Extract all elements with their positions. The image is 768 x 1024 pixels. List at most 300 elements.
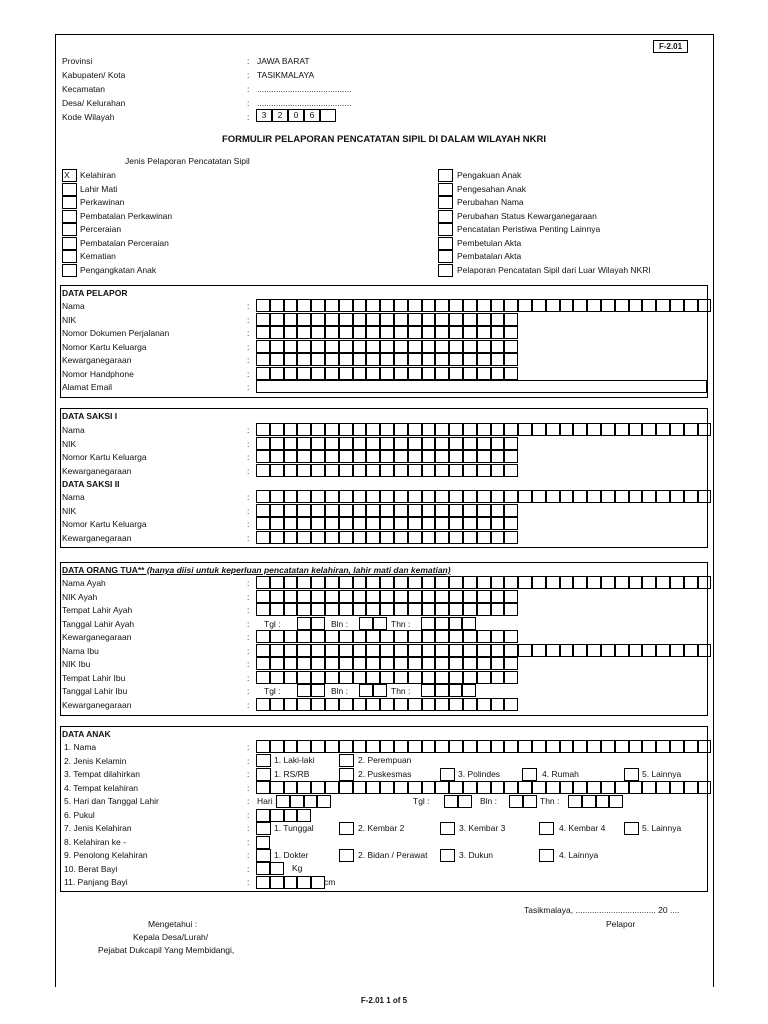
checkbox-right-5[interactable] <box>438 237 453 250</box>
field-cell[interactable] <box>477 781 491 794</box>
field-cell[interactable] <box>353 630 367 643</box>
field-cell[interactable] <box>504 326 518 339</box>
field-cell[interactable] <box>284 590 298 603</box>
nama-anak-cell[interactable] <box>560 740 574 753</box>
field-cell[interactable] <box>256 671 270 684</box>
field-cell[interactable] <box>284 464 298 477</box>
nama-cell[interactable] <box>366 299 380 312</box>
field-cell[interactable] <box>366 326 380 339</box>
field-cell[interactable] <box>491 576 505 589</box>
field-cell[interactable] <box>380 353 394 366</box>
field-cell[interactable] <box>422 657 436 670</box>
field-cell[interactable] <box>435 504 449 517</box>
checkbox[interactable] <box>256 849 271 862</box>
field-cell[interactable] <box>256 353 270 366</box>
field-cell[interactable] <box>311 590 325 603</box>
checkbox[interactable] <box>624 768 639 781</box>
field-cell[interactable] <box>256 313 270 326</box>
thn-cell[interactable] <box>421 684 435 697</box>
field-cell[interactable] <box>311 423 325 436</box>
field-cell[interactable] <box>560 644 574 657</box>
field-cell[interactable] <box>422 450 436 463</box>
nama-cell[interactable] <box>587 299 601 312</box>
field-cell[interactable] <box>463 313 477 326</box>
field-cell[interactable] <box>435 326 449 339</box>
field-cell[interactable] <box>435 657 449 670</box>
field-cell[interactable] <box>408 671 422 684</box>
field-cell[interactable] <box>449 490 463 503</box>
field-cell[interactable] <box>297 423 311 436</box>
field-cell[interactable] <box>422 464 436 477</box>
field-cell[interactable] <box>366 464 380 477</box>
field-cell[interactable] <box>394 464 408 477</box>
field-cell[interactable] <box>491 367 505 380</box>
field-cell[interactable] <box>463 657 477 670</box>
field-cell[interactable] <box>408 517 422 530</box>
nama-anak-cell[interactable] <box>615 740 629 753</box>
thn-cell[interactable] <box>435 617 449 630</box>
nama-anak-cell[interactable] <box>629 740 643 753</box>
field-cell[interactable] <box>353 437 367 450</box>
field-cell[interactable] <box>339 531 353 544</box>
nama-anak-cell[interactable] <box>573 740 587 753</box>
field-cell[interactable] <box>422 437 436 450</box>
field-cell[interactable] <box>284 781 298 794</box>
field-cell[interactable] <box>325 313 339 326</box>
field-cell[interactable] <box>366 340 380 353</box>
field-cell[interactable] <box>656 781 670 794</box>
field-cell[interactable] <box>297 671 311 684</box>
field-cell[interactable] <box>256 781 270 794</box>
field-cell[interactable] <box>366 576 380 589</box>
field-cell[interactable] <box>380 504 394 517</box>
nama-anak-cell[interactable] <box>270 740 284 753</box>
nama-anak-cell[interactable] <box>325 740 339 753</box>
field-cell[interactable] <box>297 340 311 353</box>
tgl-cell[interactable] <box>311 684 325 697</box>
field-cell[interactable] <box>642 781 656 794</box>
field-cell[interactable] <box>449 576 463 589</box>
field-cell[interactable] <box>311 326 325 339</box>
field-cell[interactable] <box>532 576 546 589</box>
field-cell[interactable] <box>339 490 353 503</box>
field-cell[interactable] <box>325 504 339 517</box>
field-cell[interactable] <box>504 313 518 326</box>
nama-cell[interactable] <box>642 299 656 312</box>
nama-cell[interactable] <box>325 299 339 312</box>
field-cell[interactable] <box>698 423 712 436</box>
field-cell[interactable] <box>284 326 298 339</box>
nama-anak-cell[interactable] <box>698 740 712 753</box>
field-cell[interactable] <box>587 644 601 657</box>
nama-anak-cell[interactable] <box>656 740 670 753</box>
field-cell[interactable] <box>284 423 298 436</box>
field-cell[interactable] <box>463 517 477 530</box>
field-cell[interactable] <box>353 576 367 589</box>
thn-cell[interactable] <box>449 617 463 630</box>
kode-wilayah-digit[interactable]: 3 <box>256 109 272 122</box>
nama-cell[interactable] <box>284 299 298 312</box>
checkbox-3[interactable] <box>62 210 77 223</box>
nama-cell[interactable] <box>449 299 463 312</box>
field-cell[interactable] <box>311 464 325 477</box>
field-cell[interactable] <box>325 603 339 616</box>
checkbox[interactable] <box>440 849 455 862</box>
thn-cell[interactable] <box>421 617 435 630</box>
nama-anak-cell[interactable] <box>380 740 394 753</box>
field-cell[interactable] <box>422 326 436 339</box>
tgl-cell[interactable] <box>311 617 325 630</box>
field-cell[interactable] <box>311 340 325 353</box>
nama-cell[interactable] <box>573 299 587 312</box>
field-cell[interactable] <box>380 781 394 794</box>
field-cell[interactable] <box>394 698 408 711</box>
field-cell[interactable] <box>311 517 325 530</box>
panjang-cell[interactable] <box>297 876 311 889</box>
field-cell[interactable] <box>670 423 684 436</box>
field-cell[interactable] <box>504 644 518 657</box>
field-cell[interactable] <box>656 423 670 436</box>
header-value[interactable]: JAWA BARAT <box>257 56 310 66</box>
nama-cell[interactable] <box>684 299 698 312</box>
field-cell[interactable] <box>408 464 422 477</box>
field-cell[interactable] <box>504 671 518 684</box>
field-cell[interactable] <box>491 464 505 477</box>
field-cell[interactable] <box>435 630 449 643</box>
field-cell[interactable] <box>311 490 325 503</box>
pukul-cell[interactable] <box>284 809 298 822</box>
berat-cell[interactable] <box>270 862 284 875</box>
field-cell[interactable] <box>422 367 436 380</box>
field-cell[interactable] <box>353 603 367 616</box>
field-cell[interactable] <box>353 644 367 657</box>
field-cell[interactable] <box>449 313 463 326</box>
tgl-cell[interactable] <box>444 795 458 808</box>
nama-anak-cell[interactable] <box>284 740 298 753</box>
field-cell[interactable] <box>435 367 449 380</box>
berat-cell[interactable] <box>256 862 270 875</box>
field-cell[interactable] <box>284 450 298 463</box>
field-cell[interactable] <box>270 698 284 711</box>
field-cell[interactable] <box>642 490 656 503</box>
field-cell[interactable] <box>325 531 339 544</box>
field-cell[interactable] <box>284 576 298 589</box>
field-cell[interactable] <box>422 603 436 616</box>
field-cell[interactable] <box>353 464 367 477</box>
checkbox-right-3[interactable] <box>438 210 453 223</box>
field-cell[interactable] <box>615 644 629 657</box>
field-cell[interactable] <box>325 590 339 603</box>
field-cell[interactable] <box>560 576 574 589</box>
thn-cell[interactable] <box>462 617 476 630</box>
field-cell[interactable] <box>435 437 449 450</box>
field-cell[interactable] <box>380 340 394 353</box>
field-cell[interactable] <box>394 576 408 589</box>
field-cell[interactable] <box>504 367 518 380</box>
nama-cell[interactable] <box>353 299 367 312</box>
field-cell[interactable] <box>256 698 270 711</box>
field-cell[interactable] <box>380 590 394 603</box>
field-cell[interactable] <box>629 576 643 589</box>
field-cell[interactable] <box>297 603 311 616</box>
nama-anak-cell[interactable] <box>353 740 367 753</box>
hari-cell[interactable] <box>304 795 318 808</box>
panjang-cell[interactable] <box>270 876 284 889</box>
field-cell[interactable] <box>394 504 408 517</box>
field-cell[interactable] <box>408 340 422 353</box>
field-cell[interactable] <box>477 423 491 436</box>
nama-cell[interactable] <box>491 299 505 312</box>
field-cell[interactable] <box>256 340 270 353</box>
field-cell[interactable] <box>422 698 436 711</box>
field-cell[interactable] <box>270 576 284 589</box>
field-cell[interactable] <box>394 517 408 530</box>
nama-anak-cell[interactable] <box>546 740 560 753</box>
checkbox-5[interactable] <box>62 237 77 250</box>
email-input[interactable] <box>256 380 707 393</box>
field-cell[interactable] <box>491 531 505 544</box>
field-cell[interactable] <box>408 590 422 603</box>
checkbox[interactable] <box>256 768 271 781</box>
nama-anak-cell[interactable] <box>311 740 325 753</box>
field-cell[interactable] <box>422 671 436 684</box>
checkbox-right-4[interactable] <box>438 223 453 236</box>
field-cell[interactable] <box>311 353 325 366</box>
field-cell[interactable] <box>449 464 463 477</box>
thn-cell[interactable] <box>462 684 476 697</box>
field-cell[interactable] <box>380 437 394 450</box>
field-cell[interactable] <box>504 781 518 794</box>
pukul-cell[interactable] <box>297 809 311 822</box>
field-cell[interactable] <box>587 423 601 436</box>
field-cell[interactable] <box>297 644 311 657</box>
field-cell[interactable] <box>422 644 436 657</box>
nama-cell[interactable] <box>270 299 284 312</box>
field-cell[interactable] <box>422 313 436 326</box>
nama-anak-cell[interactable] <box>587 740 601 753</box>
field-cell[interactable] <box>353 671 367 684</box>
nama-anak-cell[interactable] <box>339 740 353 753</box>
field-cell[interactable] <box>670 644 684 657</box>
field-cell[interactable] <box>394 450 408 463</box>
field-cell[interactable] <box>504 603 518 616</box>
field-cell[interactable] <box>408 576 422 589</box>
field-cell[interactable] <box>615 490 629 503</box>
field-cell[interactable] <box>477 657 491 670</box>
nama-anak-cell[interactable] <box>422 740 436 753</box>
field-cell[interactable] <box>339 504 353 517</box>
panjang-cell[interactable] <box>284 876 298 889</box>
field-cell[interactable] <box>256 464 270 477</box>
field-cell[interactable] <box>297 781 311 794</box>
field-cell[interactable] <box>353 781 367 794</box>
field-cell[interactable] <box>380 531 394 544</box>
thn-cell[interactable] <box>609 795 623 808</box>
nama-cell[interactable] <box>656 299 670 312</box>
field-cell[interactable] <box>270 531 284 544</box>
field-cell[interactable] <box>684 781 698 794</box>
field-cell[interactable] <box>297 531 311 544</box>
field-cell[interactable] <box>297 313 311 326</box>
field-cell[interactable] <box>339 517 353 530</box>
field-cell[interactable] <box>270 657 284 670</box>
nama-cell[interactable] <box>311 299 325 312</box>
checkbox-right-7[interactable] <box>438 264 453 277</box>
field-cell[interactable] <box>408 437 422 450</box>
field-cell[interactable] <box>366 437 380 450</box>
nama-anak-cell[interactable] <box>601 740 615 753</box>
field-cell[interactable] <box>463 531 477 544</box>
field-cell[interactable] <box>463 423 477 436</box>
field-cell[interactable] <box>504 340 518 353</box>
field-cell[interactable] <box>504 423 518 436</box>
field-cell[interactable] <box>270 630 284 643</box>
field-cell[interactable] <box>477 698 491 711</box>
field-cell[interactable] <box>491 781 505 794</box>
field-cell[interactable] <box>435 353 449 366</box>
field-cell[interactable] <box>463 353 477 366</box>
field-cell[interactable] <box>284 504 298 517</box>
field-cell[interactable] <box>394 531 408 544</box>
field-cell[interactable] <box>449 698 463 711</box>
field-cell[interactable] <box>325 423 339 436</box>
field-cell[interactable] <box>256 490 270 503</box>
field-cell[interactable] <box>366 423 380 436</box>
field-cell[interactable] <box>366 353 380 366</box>
field-cell[interactable] <box>670 490 684 503</box>
field-cell[interactable] <box>339 450 353 463</box>
field-cell[interactable] <box>353 423 367 436</box>
header-value[interactable]: ........................................ <box>257 98 352 108</box>
field-cell[interactable] <box>504 630 518 643</box>
field-cell[interactable] <box>380 698 394 711</box>
field-cell[interactable] <box>477 326 491 339</box>
field-cell[interactable] <box>642 644 656 657</box>
field-cell[interactable] <box>339 590 353 603</box>
field-cell[interactable] <box>297 437 311 450</box>
field-cell[interactable] <box>297 464 311 477</box>
field-cell[interactable] <box>297 630 311 643</box>
field-cell[interactable] <box>380 367 394 380</box>
field-cell[interactable] <box>684 576 698 589</box>
field-cell[interactable] <box>270 423 284 436</box>
field-cell[interactable] <box>491 353 505 366</box>
field-cell[interactable] <box>684 423 698 436</box>
field-cell[interactable] <box>601 423 615 436</box>
nama-cell[interactable] <box>601 299 615 312</box>
field-cell[interactable] <box>284 353 298 366</box>
field-cell[interactable] <box>573 781 587 794</box>
thn-cell[interactable] <box>596 795 610 808</box>
checkbox-2[interactable] <box>62 196 77 209</box>
field-cell[interactable] <box>477 517 491 530</box>
nama-anak-cell[interactable] <box>518 740 532 753</box>
field-cell[interactable] <box>435 576 449 589</box>
nama-cell[interactable] <box>546 299 560 312</box>
kode-wilayah-digit[interactable]: 6 <box>304 109 320 122</box>
field-cell[interactable] <box>601 644 615 657</box>
field-cell[interactable] <box>463 464 477 477</box>
field-cell[interactable] <box>587 576 601 589</box>
kelahiran-ke-cell[interactable] <box>256 836 270 849</box>
field-cell[interactable] <box>270 671 284 684</box>
field-cell[interactable] <box>311 630 325 643</box>
nama-anak-cell[interactable] <box>477 740 491 753</box>
field-cell[interactable] <box>297 657 311 670</box>
field-cell[interactable] <box>546 576 560 589</box>
field-cell[interactable] <box>408 490 422 503</box>
field-cell[interactable] <box>270 340 284 353</box>
field-cell[interactable] <box>408 423 422 436</box>
field-cell[interactable] <box>477 464 491 477</box>
field-cell[interactable] <box>435 644 449 657</box>
field-cell[interactable] <box>463 671 477 684</box>
field-cell[interactable] <box>435 450 449 463</box>
field-cell[interactable] <box>463 367 477 380</box>
checkbox[interactable] <box>522 768 537 781</box>
field-cell[interactable] <box>366 603 380 616</box>
field-cell[interactable] <box>518 423 532 436</box>
field-cell[interactable] <box>270 464 284 477</box>
field-cell[interactable] <box>656 490 670 503</box>
bln-cell[interactable] <box>373 684 387 697</box>
field-cell[interactable] <box>270 367 284 380</box>
field-cell[interactable] <box>491 698 505 711</box>
field-cell[interactable] <box>477 590 491 603</box>
field-cell[interactable] <box>601 490 615 503</box>
field-cell[interactable] <box>297 353 311 366</box>
field-cell[interactable] <box>325 657 339 670</box>
field-cell[interactable] <box>587 781 601 794</box>
header-value[interactable]: ........................................ <box>257 84 352 94</box>
checkbox-4[interactable] <box>62 223 77 236</box>
field-cell[interactable] <box>449 340 463 353</box>
field-cell[interactable] <box>353 590 367 603</box>
kode-wilayah-digit[interactable]: 2 <box>272 109 288 122</box>
panjang-cell[interactable] <box>311 876 325 889</box>
field-cell[interactable] <box>435 313 449 326</box>
field-cell[interactable] <box>463 576 477 589</box>
field-cell[interactable] <box>449 603 463 616</box>
field-cell[interactable] <box>560 781 574 794</box>
field-cell[interactable] <box>339 576 353 589</box>
checkbox-right-6[interactable] <box>438 250 453 263</box>
nama-anak-cell[interactable] <box>532 740 546 753</box>
field-cell[interactable] <box>256 630 270 643</box>
field-cell[interactable] <box>477 367 491 380</box>
field-cell[interactable] <box>339 644 353 657</box>
checkbox-0[interactable]: X <box>62 169 77 182</box>
field-cell[interactable] <box>380 423 394 436</box>
field-cell[interactable] <box>463 326 477 339</box>
field-cell[interactable] <box>366 671 380 684</box>
field-cell[interactable] <box>311 671 325 684</box>
checkbox-right-0[interactable] <box>438 169 453 182</box>
field-cell[interactable] <box>380 490 394 503</box>
field-cell[interactable] <box>422 490 436 503</box>
field-cell[interactable] <box>449 504 463 517</box>
field-cell[interactable] <box>449 590 463 603</box>
field-cell[interactable] <box>297 504 311 517</box>
field-cell[interactable] <box>449 531 463 544</box>
field-cell[interactable] <box>380 644 394 657</box>
nama-cell[interactable] <box>339 299 353 312</box>
field-cell[interactable] <box>601 576 615 589</box>
field-cell[interactable] <box>435 423 449 436</box>
field-cell[interactable] <box>366 698 380 711</box>
field-cell[interactable] <box>615 576 629 589</box>
field-cell[interactable] <box>449 353 463 366</box>
